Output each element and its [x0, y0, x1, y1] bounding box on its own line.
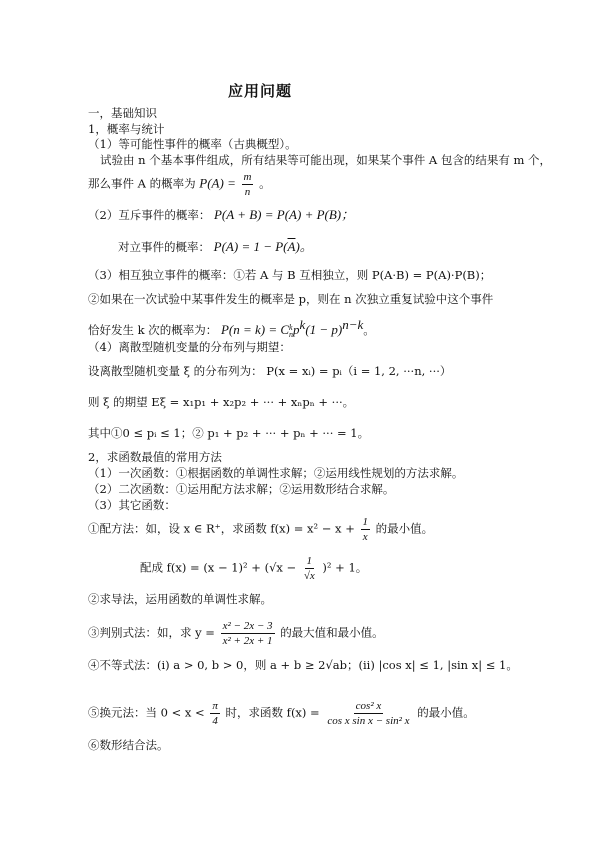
method-substitution-end: 的最小值。 [417, 705, 475, 720]
fraction-one-over-sqrt-x [302, 555, 317, 582]
method-derivative: ②求导法，运用函数的单调性求解。 [88, 592, 272, 606]
fraction-numerator: cos² x [354, 700, 384, 714]
completed-square-end: )² + 1。 [322, 560, 368, 575]
expr-binomial-lhs: P(n = k) = C [220, 321, 290, 337]
formula-expectation: 则 ξ 的期望 Eξ = x₁p₁ + x₂p₂ + ··· + xₙpₙ + ···。 [88, 395, 355, 409]
fraction-numerator: 1 [305, 555, 315, 569]
formula-complementary [118, 240, 313, 254]
binomial-p: p [293, 321, 300, 337]
fraction-numerator: x² − 2x − 3 [221, 620, 275, 634]
method-completing-square-text: ①配方法：如，设 x ∈ R⁺，求函数 f(x) = x² − x + [88, 521, 355, 536]
fraction-denominator: x² + 2x + 1 [222, 635, 273, 648]
item-equal-probability: （1）等可能性事件的概率（古典概型）。 [88, 137, 297, 151]
text-repeated-trials: ②如果在一次试验中某事件发生的概率是 p，则在 n 次独立重复试验中这个事件 [88, 292, 494, 306]
fraction-trig [325, 700, 411, 727]
label-binomial: 恰好发生 k 次的概率为： [88, 322, 218, 337]
fraction-pi-over-4 [210, 700, 220, 727]
method-discriminant-end: 的最大值和最小值。 [280, 625, 384, 640]
formula-intro: 那么事件 A 的概率为 [88, 176, 196, 191]
binomial-sup-k: k [289, 322, 293, 332]
method-substitution [88, 700, 475, 727]
expr-mutually-exclusive: P(A + B) = P(A) + P(B)； [213, 207, 355, 222]
heading-function-extremes: 2，求函数最值的常用方法 [88, 450, 222, 464]
formula-distribution: 设离散型随机变量 ξ 的分布列为： P(x = xᵢ) = pᵢ（i = 1, 2, ···n, ···） [88, 364, 452, 378]
fraction-numerator: m [242, 171, 254, 185]
expr-complementary: P(A) = 1 − P( [213, 239, 288, 254]
heading-probability-statistics: 1，概率与统计 [88, 122, 165, 136]
item-independent-events: （3）相互独立事件的概率：①若 A 与 B 互相独立，则 P(A·B) = P(A)·P(B)； [88, 268, 492, 282]
expr-complementary-end: )。 [295, 239, 313, 254]
binomial-p-exp: k [299, 317, 306, 332]
item-linear-function: （1）一次函数：①根据函数的单调性求解；②运用线性规划的方法求解。 [88, 466, 464, 480]
fraction-m-over-n [242, 171, 254, 198]
formula-mutually-exclusive [88, 208, 354, 222]
item-discrete-random-variable: （4）离散型随机变量的分布列与期望： [88, 340, 291, 354]
fraction-denominator: n [244, 186, 251, 199]
method-graphical: ⑥数形结合法。 [88, 738, 169, 752]
method-completing-square-end: 的最小值。 [375, 521, 434, 536]
formula-binomial [88, 318, 375, 338]
page-title-text: 应用问题 [227, 82, 292, 100]
item-other-functions: （3）其它函数： [88, 498, 176, 512]
label-complementary: 对立事件的概率： [118, 240, 210, 254]
fraction-rational-function [221, 620, 275, 647]
formula-probability-conditions: 其中①0 ≤ pᵢ ≤ 1；② p₁ + p₂ + ··· + pₙ + ··· = 1。 [88, 426, 370, 440]
fraction-denominator: x [362, 531, 368, 544]
binomial-end: 。 [363, 322, 375, 337]
fraction-denominator: cos x sin x − sin² x [327, 715, 410, 728]
fraction-numerator: 1 [361, 516, 371, 530]
binomial-q: (1 − p) [305, 321, 343, 337]
method-substitution-text: ⑤换元法：当 0 < x < [88, 705, 205, 720]
method-completing-square [88, 516, 433, 543]
method-discriminant-text: ③判别式法：如，求 y = [88, 625, 215, 640]
binomial-q-exp: n−k [342, 317, 364, 332]
text-experiment-description: 试验由 n 个基本事件组成，所有结果等可能出现，如果某个事件 A 包含的结果有 m 个， [100, 153, 552, 167]
section-basic-knowledge: 一，基础知识 [88, 106, 157, 120]
fraction-numerator: π [210, 700, 220, 714]
complement-a: $\overline{A}$ [287, 239, 296, 254]
formula-completed-square [140, 555, 367, 582]
fraction-denominator: 4 [212, 715, 218, 728]
method-substitution-mid: 时，求函数 f(x) = [225, 705, 320, 720]
formula-classical-probability: 那么事件 A 的概率为 P(A) = $\frac{m}{n}$ 。 [88, 171, 271, 199]
formula-lhs: P(A) = [199, 175, 236, 191]
label-mutually-exclusive: （2）互斥事件的概率： [88, 208, 211, 222]
fraction-one-over-x [361, 516, 371, 543]
page-title [0, 80, 600, 101]
item-quadratic-function: （2）二次函数：①运用配方法求解；②运用数形结合求解。 [88, 482, 395, 496]
method-discriminant [88, 620, 384, 647]
fraction-denominator: √x [303, 570, 315, 583]
method-inequality: ④不等式法：(i) a > 0, b > 0，则 a + b ≥ 2√ab；(ii) |cos x| ≤ 1, |sin x| ≤ 1。 [88, 658, 518, 672]
completed-square-text: 配成 f(x) = (x − 1)² + (√x − [140, 560, 297, 575]
binomial-sub-n: n [289, 329, 294, 339]
